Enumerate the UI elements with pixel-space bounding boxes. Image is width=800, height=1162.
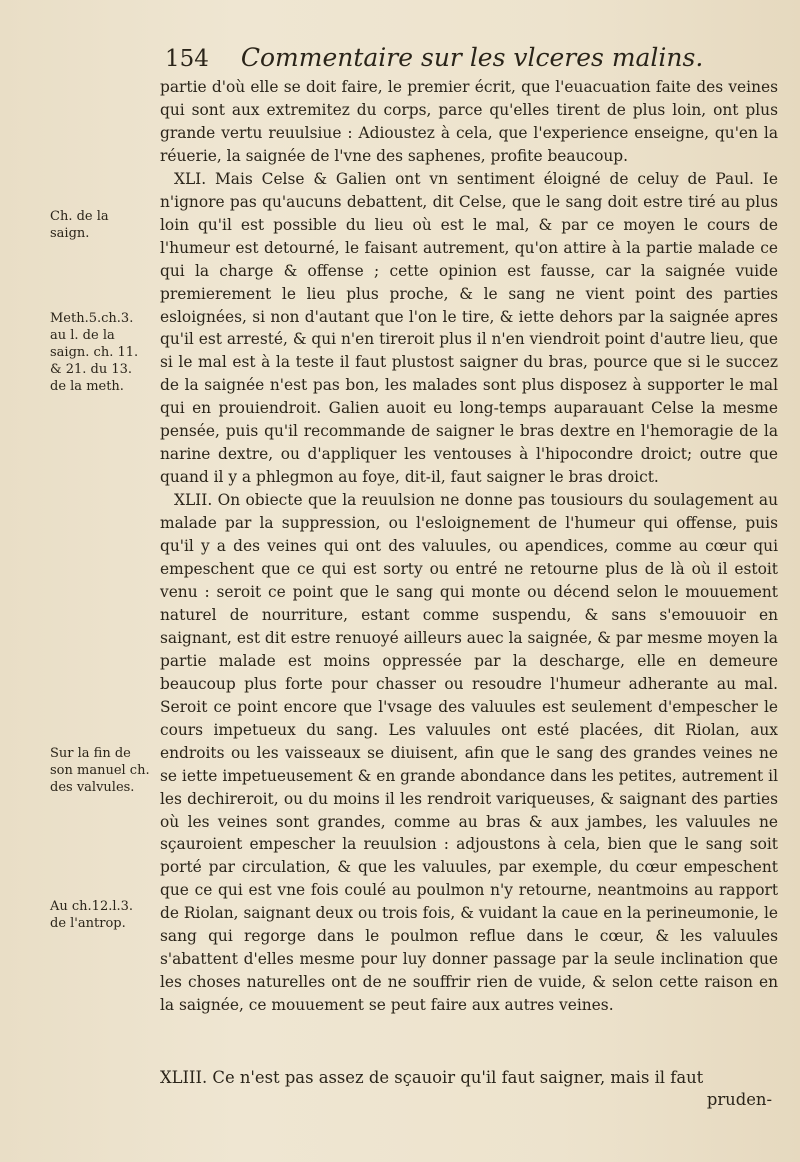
paragraph: partie d'où elle se doit faire, le premier écrit, que l'euacuation faite des veines qui sont aux extremitez du corps, parce qu'elles tirent de plus loin, ont plus grande vertu reuulsiue : Adioustez à cela, que l'experience enseigne, qu'en la réuerie, la saignée de l'vne des saphenes, profite beaucoup. (160, 78, 778, 165)
body-text (160, 76, 778, 1017)
margin-note: Au ch.12.l.3. de l'antrop. (50, 899, 134, 931)
margin-note: Sur la fin de son manuel ch. des valvules. (50, 746, 150, 795)
catchword: pruden- (706, 1090, 772, 1109)
running-header (165, 40, 765, 76)
running-title: Commentaire sur les vlceres malins. (240, 43, 704, 72)
page-number: 154 (165, 46, 209, 72)
margin-note: Ch. de la saign. (50, 209, 109, 241)
paragraph: XLII. On obiecte que la reuulsion ne donne pas tousiours du soulagement au malade par la suppression, ou l'esloignement de l'humeur qui offense, puis qu'il y a des veines qui ont des valuules, ou apendices, comme au cœur qui empeschent que ce qui est sorty ou entré ne retourne plus de là où il estoit venu : seroit ce point que le sang qui monte ou décend selon le mouuement naturel de nourriture, estant comme suspendu, & sans s'emouuoir en saignant, est dit estre renuoyé ailleurs auec la saignée, & par mesme moyen la partie malade est moins oppressée par la descharge, elle en demeure beaucoup plus forte pour chasser ou resoudre l'humeur adherante au mal. Seroit ce point encore que l'vsage des valuules est seulement d'empescher le cours impetueux du sang. Les valuules ont esté placées, dit Riolan, aux endroits ou les vaisseaux se diuisent, afin que le sang des grandes veines ne se iette impetueusement & en grande abondance dans les petites, autrement il les dechireroit, ou du moins il les rendroit variqueuses, & saignant des parties où les veines sont grandes, comme au bras & aux jambes, les valuules ne sçauroient empescher la reuulsion : adjoustons à cela, bien que le sang soit porté par circulation, & que les valuules, par exemple, du cœur empeschent que ce qui est vne fois coulé au poulmon n'y retourne, neantmoins au rapport de Riolan, saignant deux ou trois fois, & vuidant la caue en la perineumonie, le sang qui regorge dans le poulmon reflue dans le cœur, & les valuules s'abattent d'elles mesme pour luy donner passage par la seule inclination que les choses naturelles ont de ne souffrir rien de vuide, & selon cette raison en la saignée, ce mouuement se peut faire aux autres veines. (160, 491, 778, 1015)
margin-note: Meth.5.ch.3. au l. de la saign. ch. 11. & 21. du 13. de la meth. (50, 311, 139, 394)
paragraph: XLI. Mais Celse & Galien ont vn sentiment éloigné de celuy de Paul. Ie n'ignore pas qu'aucuns debattent, dit Celse, que le sang doit estre tiré au plus loin qu'il est possible du lieu où est le mal, & par ce moyen le cours de l'humeur est detourné, le faisant autrement, qu'on attire à la partie malade ce qui la charge & offense ; cette opinion est fausse, car la saignée vuide premierement le lieu plus proche, & le sang ne vient point des parties esloignées, si non d'autant que l'on le tire, & iette dehors par la saignée apres qu'il est arresté, & qui n'en tireroit plus il n'en viendroit point d'autre lieu, que si le mal est à la teste il faut plustost saigner du bras, pource que si le succez de la saignée n'est pas bon, les malades sont plus disposez à supporter le mal qui en prouiendroit. Galien auoit eu long-temps auparauant Celse la mesme pensée, puis qu'il recommande de saigner le bras dextre en l'hemoragie de la narine dextre, ou d'appliquer les ventouses à l'hipocondre droict; outre que quand il y a phlegmon au foye, dit-il, faut saigner le bras droict. (160, 169, 778, 487)
last-line: XLIII. Ce n'est pas assez de sçauoir qu'il faut saigner, mais il faut (160, 1068, 704, 1087)
